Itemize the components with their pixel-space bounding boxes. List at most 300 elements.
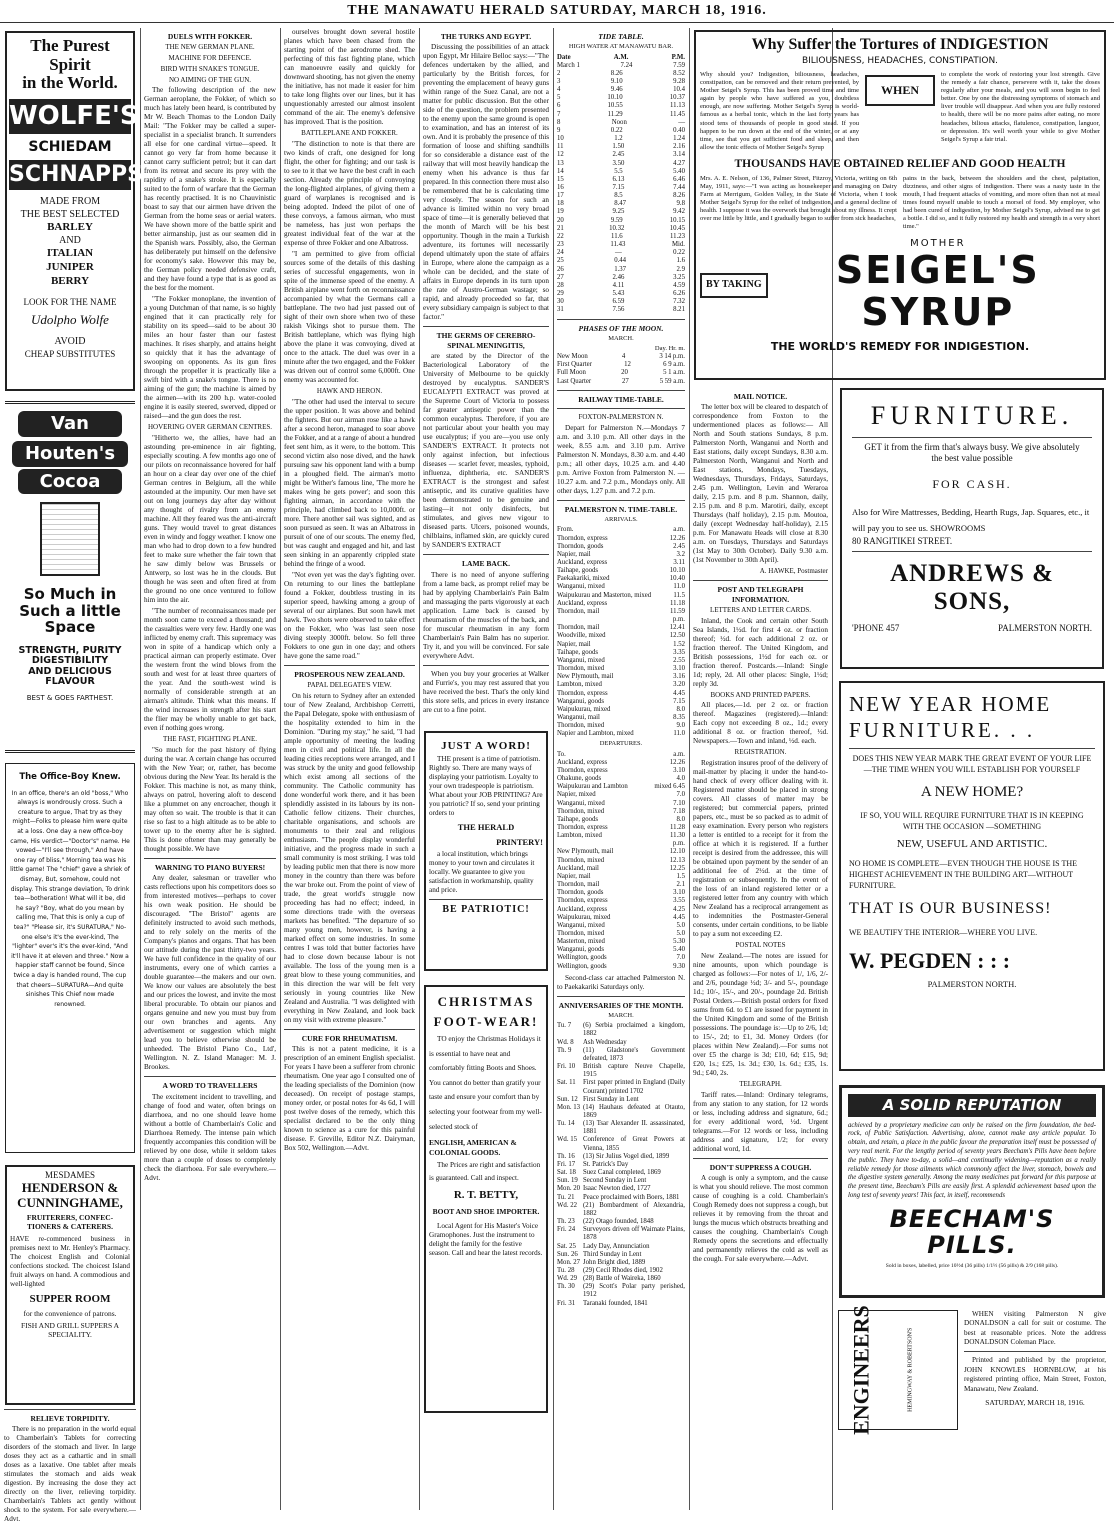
departure-row <box>557 914 685 922</box>
table-cell: Thorndon, express <box>557 766 608 774</box>
table-cell: 5.0 <box>676 921 685 929</box>
table-cell: 27 <box>557 273 564 281</box>
divider <box>144 1076 276 1077</box>
anniversary-row <box>557 1161 685 1169</box>
table-cell: (29) Scott's Polar party perished, 1912 <box>583 1283 685 1299</box>
column-header: P.M. <box>671 53 685 61</box>
table-cell: 12.41 <box>669 624 685 632</box>
table-cell: New Plymouth, mail <box>557 673 614 681</box>
ad-line: Houten's <box>12 441 128 467</box>
departure-row <box>557 775 685 783</box>
departure-row <box>557 832 685 840</box>
anniversary-row <box>557 1275 685 1283</box>
table-cell: 10.37 <box>669 94 685 102</box>
anniversary-row <box>557 1079 685 1095</box>
henderson-ad <box>5 1165 135 1405</box>
table-cell: 20 <box>621 369 628 377</box>
ad-line: THAT IS OUR BUSINESS! <box>849 900 1052 918</box>
article-subhead: REGISTRATION. <box>734 748 787 757</box>
tide-row <box>557 102 685 110</box>
table-cell: 2.45 <box>673 542 685 550</box>
table-cell: 11.5 <box>673 591 685 599</box>
table-cell: Taihape, goods <box>557 648 599 656</box>
tide-row <box>557 184 685 192</box>
ad-body: NO HOME IS COMPLETE—EVEN THOUGH THE HOUSE IS THE HIGHEST ACHIEVEMENT IN THE BUILDING ART—WITHOUT FURNITURE. <box>849 858 1077 891</box>
ad-line: NEW, USEFUL AND ARTISTIC. <box>896 838 1048 850</box>
article-paragraph: Inland, the Cook and certain other South Sea Islands, 1½d. for first 4 oz. or fraction thereof; ½d. for each additional 2 oz. or fraction thereof. The United Kingdom, and British possessions, 1½d for each oz. or fraction thereof. Postcards.—Inland: Single 1d; reply, 2d. All other places: Single, 1½d; reply 3d. <box>693 616 828 688</box>
table-cell: Noon <box>611 118 627 126</box>
table-cell: Wd. 22 <box>557 1201 578 1209</box>
divider <box>852 437 1092 438</box>
ad-title: Why Suffer the Tortures of INDIGESTION <box>751 36 1049 53</box>
article-paragraph: ourselves brought down several hostile planes which have been chased from the starting point of the aerodrome shed. The perfecting of this fast fighting plane, which can manoeuvre easily and quickly for downward shooting, has not given the enemy the initiative, has not made it easier for him to take long flights over our lines, but it has unquestionably arrested our almost insolent command of the air. The enemy's defensive has improved. That is the position. <box>284 28 415 126</box>
article-paragraph: The excitement incident to travelling, and change of food and water, often brings on diarrhoea, and no one should leave home without a bottle of Chamberlain's Colic and Diarrhoea Remedy. The intense pain which frequently accompanies this condition will be relieved by one dose, while it seldom takes more than a couple of doses to completely check the diarrhoea. For sale everywhere.—Advt. <box>144 1092 276 1182</box>
table-header <box>557 54 685 62</box>
ad-line: in the World. <box>22 73 118 93</box>
article-paragraph: are stated by the Director of the Bacteriological Laboratory of the University of Melbourne to be quickly destroyed by eucalyptus. SANDER'S EUCALYPTI EXTRACT was proved at the Supreme Court of Victoria to possess far greater antiseptic power than the common eucalyptus. Therefore, if you are not particular about your health you may use eucalyptus; if you are—you use only SANDER'S EXTRACT. It protects not only against infection, but infectious diseases — scarlet fever, measles, typhoid, influenza, diphtheria, etc. SANDER'S EXTRACT is the strongest and safest antiseptic, and its curative qualities have been demonstrated to be genuine and lasting—it not only disinfects, but stimulates, and gives new vigour to diseased parts. Ulcers, poisoned wounds, chilblains, inflamed skin, are quickly cured by SANDER'S EXTRACT <box>423 352 549 550</box>
table-cell: Lady Day, Annunciation <box>583 1242 650 1250</box>
tide-row <box>557 200 685 208</box>
divider <box>557 500 685 501</box>
article-title: DON'T SUPPRESS A COUGH. <box>709 1162 812 1172</box>
table-cell: — <box>678 118 685 126</box>
table-cell: (13) Sir Julius Vogel died, 1899 <box>583 1152 670 1160</box>
table-cell: 20 <box>557 216 564 224</box>
arrival-row <box>557 649 685 657</box>
table-cell: (14) Hauhaus defeated at Otauto, 1869 <box>583 1103 685 1119</box>
table-cell: 31 <box>557 306 564 314</box>
table-title: PHASES OF THE MOON. <box>578 323 664 333</box>
table-cell: 26 <box>557 265 564 273</box>
column-header: Day. Hr. m. <box>654 345 685 352</box>
table-cell: Lambton, mixed <box>557 681 602 689</box>
ad-body: THE present is a time of patriotism. Rightly so. There are many ways of displaying your patriotism. Loyalty to your own tradespeople is patriotism. What about your JOB PRINTING? Are you patriotic? If so, send your printing orders to <box>429 755 543 818</box>
article-subhead: POSTAL NOTES <box>735 941 786 950</box>
arrival-row <box>557 690 685 698</box>
ad-brand: ANDREWS & SONS, <box>890 560 1054 615</box>
table-cell: Fri. 10 <box>557 1063 576 1071</box>
ad-line: MADE FROM <box>39 196 101 208</box>
tide-row <box>557 168 685 176</box>
ad-body: Local Agent for His Master's Voice Gramophones. Just the instrument to delight the family for the festive season. Call and hear the latest records. <box>429 1221 543 1257</box>
departure-row <box>557 824 685 832</box>
ad-line: FOR CASH. <box>932 476 1012 491</box>
article-title: LAME BACK. <box>462 559 510 569</box>
table-cell: Th. 23 <box>557 1218 575 1226</box>
table-cell: 8.35 <box>673 713 685 721</box>
ad-line: BEST & GOES FARTHEST. <box>26 693 114 702</box>
ad-line: Space <box>44 618 96 637</box>
table-cell: 11.29 <box>607 110 623 118</box>
table-cell: 25 <box>557 257 564 265</box>
table-cell: 0.44 <box>614 257 627 265</box>
table-cell: 10.32 <box>609 224 625 232</box>
table-cell: (13) Tsar Alexander II. assassinated, 1881 <box>583 1120 685 1136</box>
table-cell: 5 <box>557 94 561 102</box>
table-cell: Ohakune, goods <box>557 775 602 783</box>
table-cell: Mon. 13 <box>557 1103 581 1111</box>
table-cell: 21 <box>557 224 564 232</box>
table-cell: 10 <box>557 135 564 143</box>
tide-row <box>557 70 685 78</box>
table-cell: 12 <box>557 151 564 159</box>
table-cell: Paekakariki, mixed <box>557 575 610 583</box>
table-cell: 1.37 <box>614 265 627 273</box>
table-cell: Tu. 21 <box>557 1193 575 1201</box>
table-cell: Wanganui, goods <box>557 946 605 954</box>
ad-body: WE BEAUTIFY THE INTERIOR—WHERE YOU LIVE. <box>849 928 1038 938</box>
table-cell: 12.50 <box>669 632 685 640</box>
article-title: THE TURKS AND EGYPT. <box>440 32 532 41</box>
table-cell: 6 9 a.m. <box>663 361 685 369</box>
table-cell: Thorndon, mixed <box>557 665 605 673</box>
table-cell: 4.59 <box>673 281 685 289</box>
table-cell: Thorndon, express <box>557 897 608 905</box>
table-cell: Wd. 8 <box>557 1038 574 1046</box>
table-cell: 11.13 <box>669 102 685 110</box>
signature: A. HAWKE, Postmaster <box>759 567 828 576</box>
table-cell: March 1 <box>557 61 580 69</box>
column-5 <box>557 28 685 1508</box>
table-cell: Sat. 25 <box>557 1242 576 1250</box>
job-printing-ad <box>424 731 548 971</box>
moon-row <box>557 369 685 377</box>
tide-row <box>557 208 685 216</box>
table-cell: 11.0 <box>673 730 685 738</box>
table-cell: 11 <box>557 143 564 151</box>
article-paragraph: The following description of the new German aeroplane, the Fokker, of which so much has lately been heard, is contributed by Mr W. Beach Thomas to the London Daily Mail: "The Fokker may be called a super-specialist in a specialist branch. It surrenders all else for one cardinal virtue—speed. It cannot go very far from home because it cannot carry sufficient petrol; but it can dart from its retreat and secure its prey with the rapidity of a snake's stroke. It is especially suited to the form of warfare that the German has recently practised. It is no Chauvinistic boast to say that our airmen have driven the German from the home seas or aerial waters. We have shown more of the battle spirit and better airmanship, just as our seamen did in the Spanish wars. Possibly, also, the German has deliberately put himself on the defensive for economy's sake. However this may be, the German policy needed defensive craft, and they have found a type that is as good as the best for the moment. <box>144 86 276 293</box>
table-cell: 2.46 <box>612 273 625 281</box>
table-cell: 1.5 <box>676 872 685 880</box>
table-cell: 8.26 <box>673 192 685 200</box>
article-paragraph: The letter box will be cleared to despatch of correspondence from Foxton to the undermentioned places as follows:— All North and South stations Sundays, 8 p.m. Palmerston North, Wanganui and North and East stations, daily except Sundays, 8.30 a.m. Palmerston North, Wanganui and North and East stations, Mondays, Tuesdays, Wednesdays, Thursdays, Fridays, Saturdays, 2.45 p.m. Wellington, Levin and Weraroa daily, 2.15 p.m. and 8 p.m. Shannon, daily, 2.15 p.m. and 8 p.m. Marotiri, daily, except Thursdays (half holiday), 2.15 p.m. Moutoa, daily (except Wednesday half-holiday), 2.15 p.m. For Manawatu Heads will close at 8.30 a.m. on Tuesdays, Thursdays and Saturdays (1st May to 30th October). Daily 9.30 a.m. (1st November to 30th April). <box>693 403 828 565</box>
ad-line: HENDERSON & <box>21 1180 119 1196</box>
table-cell: 10.15 <box>669 216 685 224</box>
anniversary-row <box>557 1136 685 1152</box>
table-cell: 4.27 <box>673 159 685 167</box>
table-cell: 3.11 <box>673 559 685 566</box>
ad-title: FURNITURE. <box>870 401 1074 430</box>
ad-line: JUNIPER <box>46 261 94 274</box>
tide-row <box>557 94 685 102</box>
article-paragraph: "Hitherto we, the allies, have had an astounding pre-eminence in air fighting, especially scouting. A few months ago one of our pilots on reconnaissance hovered for half an hour on a clear day over one of the chief German centres in Belgium, all the while astounded at the impunity. Our men have set out on long journeys day after day without any thought of rivalry from an enemy machine. All they feared was the anti-aircraft guns. They would travel to great distances even in windy and foggy weather. I know one man who had to drop down to a few hundred feet to make sure whether the fair town that he saw dimly below was Brussels or Antwerp, so lost was he in the clouds. But though he was seen and often fired at from the ground no one once ventured to follow him into the air. <box>144 434 276 605</box>
seigels-syrup-ad <box>694 30 1106 380</box>
ad-line: 80 RANGITIKEI STREET. <box>852 536 953 547</box>
table-cell: New Moon <box>557 353 588 361</box>
ad-line: BERRY <box>50 274 90 287</box>
departure-row <box>557 889 685 897</box>
anniversary-row <box>557 1218 685 1226</box>
tide-row <box>557 176 685 184</box>
divider <box>852 551 1092 552</box>
table-cell: 10.10 <box>669 567 685 575</box>
tide-row <box>557 62 685 70</box>
table-cell: Auckland, express <box>557 758 608 766</box>
table-cell: 7.24 <box>620 61 633 69</box>
column-3 <box>284 28 415 1508</box>
table-cell: 2.55 <box>673 656 685 664</box>
divider <box>849 748 1095 749</box>
table-cell: Th. 9 <box>557 1046 572 1054</box>
table-cell: 12.13 <box>669 856 685 864</box>
tide-row <box>557 217 685 225</box>
arrival-row <box>557 706 685 714</box>
table-cell: Second Sunday in Lent <box>583 1177 647 1185</box>
column-8 <box>838 388 1106 1508</box>
table-cell: Taihape, goods <box>557 815 599 823</box>
table-cell: 1.6 <box>676 257 685 265</box>
table-cell: Thorndon, mail <box>557 881 600 889</box>
christmas-footwear-ad <box>424 985 548 1413</box>
tide-row <box>557 306 685 314</box>
table-cell: 5.43 <box>612 290 625 298</box>
tide-row <box>557 160 685 168</box>
table-cell: Last Quarter <box>557 377 592 385</box>
table-cell: John Bright died, 1889 <box>583 1258 646 1266</box>
table-cell: Mid. <box>671 241 685 249</box>
ad-line: So Much in <box>23 585 117 604</box>
table-cell: 2.16 <box>673 143 685 151</box>
ad-body: GET it from the firm that's always busy. We give absolutely the best value possible <box>864 441 1080 464</box>
article-paragraph: On his return to Sydney after an extended tour of New Zealand, Archbishop Cerretti, the Papal Delegate, spoke with enthusiasm of the hospitality extended to him in the Dominion. "During my stay," he said, "I had ample opportunity of meeting the leading men in civil and political life. In all the leading cities receptions were arranged, and I was struck by the unity and good fellowship which exist among all sections of the community. The Catholic community has done wonderful work there, and it has been splendidly assisted in its labours by its non-Catholic fellow citizens. Their churches, charitable organisations, and schools are monuments to their zeal and religious enthusiasm. "The people display wonderful initiative, and the progress made in such a small community is most striking. I was told by leading public men that there is now more money in the country than there was before the war broke out. From the point of view of trade, the great world's struggle now proceeding has had no effect; indeed, in some directions trade with the overseas markets has benefited. "The departure of so many young men, however, is having a marked effect on some industries. In some centres I was told that butter factories have had to close down because labour is not available. The loss of the young men is a great blow to these young communities, and in this direction the war will be felt very seriously in young countries like New Zealand and Australia. "I was delighted with everything in New Zealand, and look back on my visit with extreme pleasure." <box>284 691 415 1024</box>
article-paragraph: A cough is only a symptom, and the cause is what you should relieve. The most common cause of coughing is a cold. Chamberlain's Cough Remedy does not suppress a cough, but relieves it by removing from the throat and lungs the mucus which obstructs breathing and causes the coughing. Chamberlain's Cough Remedy opens the secretions and effectually and permanently relieves the cold as well as the cough. For sale everywhere.—Advt. <box>693 1174 828 1263</box>
arrival-row <box>557 698 685 706</box>
moon-row <box>557 353 685 361</box>
table-cell: 3.50 <box>612 159 625 167</box>
andrews-furniture-ad <box>840 388 1104 669</box>
article-title: DUELS WITH FOKKER. <box>167 32 253 41</box>
table-cell: Waipukurau and Lambton <box>557 783 628 791</box>
table-cell: 7.0 <box>676 954 685 962</box>
table-cell: Waipukurau, mixed <box>557 705 611 713</box>
anniversary-row <box>557 1251 685 1259</box>
arrival-row <box>557 567 685 575</box>
tide-row <box>557 143 685 151</box>
anniversary-row <box>557 1120 685 1136</box>
table-cell: 18 <box>557 200 564 208</box>
table-cell: 22 <box>557 232 564 240</box>
table-cell: 19 <box>557 208 564 216</box>
anniversary-row <box>557 1153 685 1161</box>
departure-row <box>557 963 685 971</box>
ad-line: AVOID <box>54 336 86 348</box>
ad-title: A SOLID REPUTATION <box>848 1094 1096 1117</box>
ad-line: The Purest Spirit <box>30 36 110 74</box>
table-cell: St. Patrick's Day <box>583 1160 629 1168</box>
seigels-brand: SEIGEL'S SYRUP <box>835 248 1040 334</box>
departure-row <box>557 800 685 808</box>
table-subtitle: ARRIVALS. <box>604 516 638 524</box>
table-cell: (6) Serbia proclaimed a kingdom, 1882 <box>583 1022 685 1038</box>
table-cell: Tu. 7 <box>557 1022 572 1030</box>
divider <box>144 858 276 859</box>
ad-line: STRENGTH, PURITY <box>18 644 122 656</box>
table-cell: 6.46 <box>673 175 685 183</box>
table-cell: Isaac Newton died, 1727 <box>583 1185 651 1193</box>
ad-line: CUNNINGHAME, <box>17 1194 123 1210</box>
ad-line: THE HERALD <box>457 822 515 833</box>
anniversary-row <box>557 1063 685 1079</box>
van-houten-ad <box>5 401 135 753</box>
ad-line: SUPPER ROOM <box>29 1292 111 1305</box>
table-cell: mixed 6.45 <box>654 783 685 791</box>
ad-tagline: THE WORLD'S REMEDY FOR INDIGESTION. <box>770 339 1030 353</box>
arrival-row <box>557 535 685 543</box>
table-cell: Wellington, goods <box>557 954 607 962</box>
table-cell: 27 <box>622 377 629 385</box>
table-cell: 0.22 <box>673 249 685 257</box>
anniversary-row <box>557 1177 685 1185</box>
divider <box>557 996 685 997</box>
ad-body: Also for Wire Mattresses, Bedding, Hearth Rugs, Jap. Squares, etc., it will pay you to see us. SHOWROOMS <box>852 506 1090 534</box>
table-cell: Thorndon, mail <box>557 607 600 615</box>
bottom-ads <box>838 1305 1106 1435</box>
ad-brand: BEECHAM'S PILLS. <box>889 1204 1055 1260</box>
table-cell: Wanganui, mixed <box>557 799 605 807</box>
table-cell: 13 <box>557 159 564 167</box>
wolfes-schnapps-ad <box>5 31 143 391</box>
departure-row <box>557 767 685 775</box>
column-header: Date <box>557 53 571 61</box>
table-cell: 12.10 <box>669 848 685 856</box>
table-subtitle: FOXTON-PALMERSTON N. <box>578 413 664 422</box>
table-cell: 9.8 <box>676 200 685 208</box>
table-cell: Auckland, mail <box>557 864 599 872</box>
table-cell: 10.10 <box>607 94 623 102</box>
table-cell: Thorndon, goods <box>557 542 604 550</box>
article-title: WARNING TO PIANO BUYERS! <box>154 862 266 872</box>
arrival-row <box>557 592 685 600</box>
anniversary-row <box>557 1267 685 1275</box>
table-cell: p.m. <box>672 840 685 848</box>
arrival-row <box>557 657 685 665</box>
divider <box>423 554 549 555</box>
table-cell: 5.5 <box>614 167 623 175</box>
ad-body: Why should you? Indigestion, biliousness, headaches, constipation, can be removed and their return prevented, by Mother Seigel's Syrup. This has been proved time and time again by people who have suffered as you, doubtless enough, are now suffering. Mother Seigel's Syrup is world-famous as a herbal tonic, which in the last forty years has stood tens of thousands of people in good stead. If you happen to be run down at the end of the winter, or at any time, see that you get sufficient food and sleep, and then allow the tonic effects of Mother Seigel's Syrup <box>700 70 859 151</box>
table-cell: 3.10 <box>673 889 685 897</box>
table-cell: Tu. 14 <box>557 1120 575 1128</box>
ad-body: achieved by a proprietary medicine can only be raised on the firm foundation, the bed-rock, of Public Satisfaction. Advertising, alone, cannot make any article popular. To obtain, and retain, a place in the public favour the preparation itself must be possessed of very real merit. For the lengthy period of seventy years Beecham's Pills have been before the public. They have to-day, a solid—and continually widening—reputation as a really reliable remedy for those ailments which commonly affect the liver, stomach, bowels and the digestive system generally. Among the many medicines put forward for this purpose at the present time, Beecham's Pills are easily first. A splendid achievement based upon the long test of seventy years! This fact, in itself, recommends <box>848 1121 1096 1200</box>
table-cell: (11) Gladstone's Government defeated, 1873 <box>583 1046 685 1062</box>
ad-subtitle: BILIOUSNESS, HEADACHES, CONSTIPATION. <box>801 55 999 66</box>
table-cell: 8.0 <box>676 705 685 713</box>
anniversary-row <box>557 1226 685 1242</box>
table-cell: 6.26 <box>673 290 685 298</box>
article-paragraph: This is not a patent medicine, it is a prescription of an eminent English specialist. For years I have been a sufferer from chronic rheumatism. One year ago I consulted one of the leading specialists of the Dominion (now deceased). On receipt of postage stamps, money order, or postal notes for 4s 6d, I will post twelve doses of the remedy, which this specialist declared to be the only thing known to science as a cure for this painful disease. F. Greville, Editor N.Z. Dairyman, Box 502, Wellington.—Advt. <box>284 1045 415 1152</box>
table-cell: Napier, mail <box>557 872 591 880</box>
table-cell: 11.45 <box>669 110 685 118</box>
departure-row <box>557 881 685 889</box>
table-cell: a.m. <box>673 750 685 758</box>
divider <box>964 1351 1106 1352</box>
ad-line: FLAVOUR <box>45 676 95 688</box>
arrival-row <box>557 616 685 624</box>
table-cell: 30 <box>557 298 564 306</box>
article-subhead: TELEGRAPH. <box>739 1079 782 1088</box>
table-cell: Masterton, mixed <box>557 938 605 946</box>
divider <box>284 1029 415 1030</box>
table-cell: 8.0 <box>676 815 685 823</box>
table-cell: Napier and Lambton, mixed <box>557 730 634 738</box>
article-subhead: THE NEW GERMAN PLANE. <box>165 43 255 52</box>
departure-row <box>557 759 685 767</box>
ad-body: DOES THIS NEW YEAR MARK THE GREAT EVENT OF YOUR LIFE—THE TIME WHEN YOU WILL ESTABLISH FOR YOURSELF <box>852 753 1092 774</box>
table-cell: 9.10 <box>610 77 623 85</box>
article-paragraph: Discussing the possibilities of an attack upon Egypt, Mr Hilaire Belloc says:—"The defences undertaken by the allied, and particularly by the British forces, for preventing the emplacement of heavy guns within range of the Suez Canal, are not a matter for public discussion. But the other side of the question, the problem presented to the enemy upon the same ground is open to examination, and has an interest of its own. And it is probably the presence of this formation of loose and shifting sandhills for so considerable a distance east of the railway that will most heavily handicap the enemy when his advance is thus far prepared. In this connection there must also be remembered that he is calculating time very closely. The season for such an advance is limited within no very broad space of time—it is generally believed that the month of March will be his best opportunity. Though in the main a Turkish adventure, its fortunes will necessarily depend ultimately upon the state of affairs in Europe, where alone the campaign as a whole can be decided, and the state of affairs in Europe depends in its turn upon the rate of Austro-German wastage; so rapid, and already proceeded so far, that every subsidiary campaign is subject to that factor." <box>423 43 549 322</box>
arrival-row <box>557 632 685 640</box>
table-cell: Fri. 24 <box>557 1226 576 1234</box>
office-boy-ad <box>5 763 135 1153</box>
anniversary-row <box>557 1283 685 1299</box>
tide-row <box>557 266 685 274</box>
tide-row <box>557 78 685 86</box>
table-cell: 2 <box>557 69 561 77</box>
table-title: ANNIVERSARIES OF THE MONTH. <box>558 1000 684 1010</box>
table-cell: 3.20 <box>673 681 685 689</box>
table-cell: (21) Bombardment of Alexandria, 1882 <box>583 1201 685 1217</box>
table-cell: 28 <box>557 281 564 289</box>
signature: Udolpho Wolfe <box>31 311 109 327</box>
ad-title: FURNITURE. . . <box>849 718 1036 743</box>
table-cell: 3.10 <box>673 665 685 673</box>
divider <box>429 899 543 900</box>
ad-title: JUST A WORD! <box>441 739 531 752</box>
arrival-row <box>557 730 685 738</box>
table-cell: Thorndon, mail <box>557 624 600 632</box>
table-cell: 10.45 <box>669 224 685 232</box>
table-cell: 3 14 p.m. <box>659 353 685 361</box>
ad-title: The Office-Boy Knew. <box>19 772 121 782</box>
article-subhead: PAPAL DELEGATE'S VIEW. <box>307 680 392 689</box>
table-cell: 4.25 <box>673 905 685 913</box>
column-rule <box>140 28 141 1510</box>
divider <box>4 1409 136 1410</box>
table-cell: 9.0 <box>676 722 685 730</box>
departure-row <box>557 897 685 905</box>
column-header: A.M. <box>613 53 629 61</box>
table-cell: Wanganui, mail <box>557 713 600 721</box>
table-cell: 3.35 <box>673 648 685 656</box>
moon-table <box>557 353 685 386</box>
table-cell: Taranaki founded, 1841 <box>583 1299 648 1307</box>
table-cell: 3.25 <box>673 273 685 281</box>
table-cell: 7.59 <box>673 61 685 69</box>
tide-row <box>557 249 685 257</box>
article-paragraph: "The other had used the interval to secure the upper position. It was above and behind the fighters. But our airman rose like a hawk after a second heron, managed to soar above the Fokker, and at a range of about a hundred feet sent him, as it were, to the bottom. This second victim also nose dived, and the hawk pursuing saw his opponent land with a bump in a ploughed field. The airman's motto might be Wither's famous line, 'The more he makes wing he gets power'; and soon this fighting airman, in accordance with the principle, had climbed back to 10,000ft. or more. There another sail was sighted, and as soon pursued as seen. It was an Albatross in pursuit of one of our scouts. The enemy fled, but was caught and engaged and hit, and last seen sinking in an apparently crippled state behind the fringe of a wood. <box>284 397 415 568</box>
table-cell: 3.2 <box>676 550 685 558</box>
departure-row <box>557 783 685 791</box>
table-cell: 5.40 <box>673 167 685 175</box>
departure-row <box>557 873 685 881</box>
table-cell: 3.14 <box>673 151 685 159</box>
ad-line: R. T. BETTY, <box>453 1188 519 1201</box>
table-cell: Lambton, mixed <box>557 832 602 840</box>
table-cell: 3.16 <box>673 673 685 681</box>
ad-line: LOOK FOR THE NAME <box>23 296 117 307</box>
table-cell: 5.0 <box>676 930 685 937</box>
table-cell: Waipukurau, mixed <box>557 913 611 921</box>
tide-row <box>557 241 685 249</box>
ad-line: THE BEST SELECTED <box>20 208 120 220</box>
ad-brand: W. PEGDEN : : : <box>849 947 1011 973</box>
table-cell: 7.0 <box>676 791 685 799</box>
table-cell: 7.44 <box>673 184 685 191</box>
ad-body: a local institution, which brings money to your town and circulates it locally. We guarantee to give you satisfaction in workmanship, quality and price. <box>429 849 535 894</box>
anniversary-row <box>557 1300 685 1308</box>
article-subhead: LETTERS AND LETTER CARDS. <box>709 605 812 614</box>
table-cell: 17 <box>557 192 564 200</box>
ad-line: Sold in boxes, labelled, price 10½d (36 pills) 1/1½ (56 pills) & 2/9 (168 pills). <box>885 1262 1059 1269</box>
